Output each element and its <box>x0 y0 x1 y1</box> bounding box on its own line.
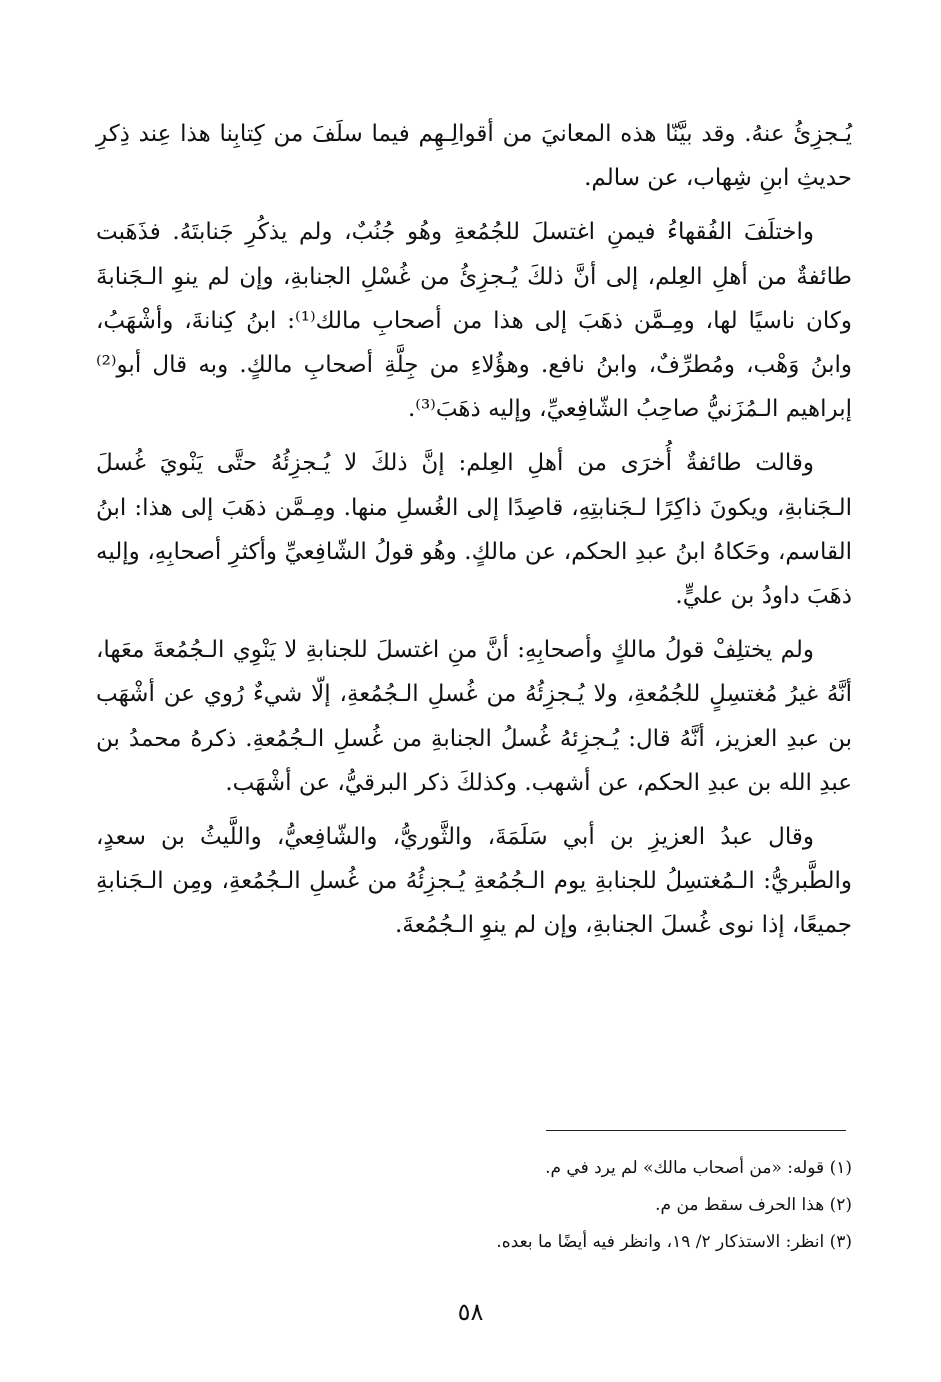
page-number: ٥٨ <box>457 1298 484 1326</box>
paragraph-2: واختلَفَ الفُقهاءُ فيمنِ اغتسلَ للجُمُعةِ وهُو جُنُبٌ، ولم يذكُرِ جَنابتَهُ. فذَهَبت طائفةٌ من أهلِ العِلم، إلى أنَّ ذلكَ يُـجزِئُ من غُسْلِ الجنابةِ، وإن لم ينوِ الـجَنابةَ وكان ناسيًا لها، ومِـمَّن ذهَبَ إلى هذا من أصحابِ مالك⁽¹⁾: ابنُ كِنانةَ، وأشْهَبُ، وابنُ وَهْب، ومُطرِّفٌ، وابنُ نافع. وهؤُلاءِ من جِلَّةِ أصحابِ مالكٍ. وبه قال أبو⁽²⁾ إبراهيم الـمُزَنيُّ صاحِبُ الشّافِعيِّ، وإليه ذهَبَ⁽³⁾. <box>96 219 852 423</box>
paragraph-3: وقالت طائفةٌ أُخرَى من أهلِ العِلم: إنَّ ذلكَ لا يُـجزِئُهُ حتَّى يَنْويَ غُسلَ الـجَنابةِ، ويكونَ ذاكِرًا لـجَنابتِهِ، قاصِدًا إلى الغُسلِ منها. ومِـمَّن ذهَبَ إلى هذا: ابنُ القاسم، وحَكاهُ ابنُ عبدِ الحكم، عن مالكٍ. وهُو قولُ الشّافِعيِّ وأكثرِ أصحابِهِ، وإليه ذهَبَ داودُ بن عليٍّ. <box>96 450 852 610</box>
footnotes <box>96 1150 852 1261</box>
footnote-2: (٢) هذا الحرف سقط من م. <box>655 1195 852 1215</box>
footnote-divider <box>546 1130 846 1131</box>
footnote-3: (٣) انظر: الاستذكار ٢/ ١٩، وانظر فيه أيضًا ما بعده. <box>496 1232 852 1252</box>
main-text <box>96 112 852 958</box>
paragraph-4: ولم يختلِفْ قولُ مالكٍ وأصحابِهِ: أنَّ منِ اغتسلَ للجنابةِ لا يَنْوِي الـجُمُعةَ معَها، أنَّهُ غيرُ مُغتسِلٍ للجُمُعةِ، ولا يُـجزِئُهُ من غُسلِ الـجُمُعةِ، إلّا شيءٌ رُوي عن أشْهَب بن عبدِ العزيز، أنَّهُ قال: يُـجزِئهُ غُسلُ الجنابةِ من غُسلِ الـجُمُعةِ. ذكرهُ محمدُ بن عبدِ الله بن عبدِ الحكم، عن أشهب. وكذلكَ ذكر البرقيُّ، عن أشْهَب. <box>96 637 852 796</box>
footnote-1: (١) قوله: «من أصحاب مالك» لم يرد في م. <box>545 1158 852 1178</box>
paragraph-1: يُـجزِئُ عنهُ. وقد بيَّنّا هذه المعانيَ من أقوالِـهِم فيما سلَفَ من كِتابِنا هذا عِند ذِكرِ حديثِ ابنِ شِهاب، عن سالم. <box>96 121 852 192</box>
paragraph-5: وقال عبدُ العزيزِ بن أبي سَلَمَةَ، والثَّوريُّ، والشّافِعيُّ، واللَّيثُ بن سعدٍ، والطَّبريُّ: الـمُغتسِلُ للجنابةِ يوم الـجُمُعةِ يُـجزِئُهُ من غُسلِ الـجُمُعةِ، ومِن الـجَنابةِ جميعًا، إذا نوى غُسلَ الجنابةِ، وإن لم ينوِ الـجُمُعةَ. <box>96 824 852 939</box>
